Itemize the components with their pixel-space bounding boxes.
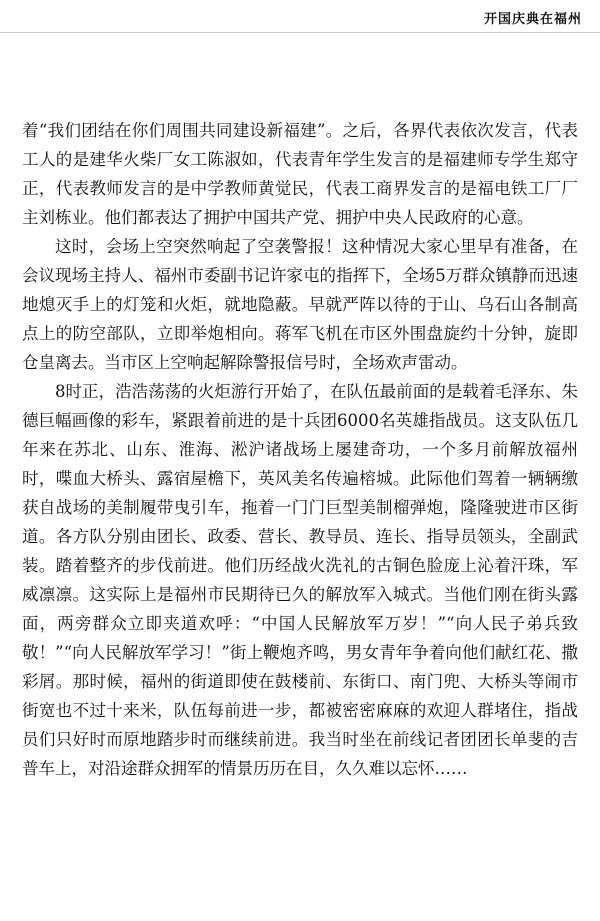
header-rule: [0, 32, 600, 33]
body-text: [22, 116, 578, 783]
paragraph-continued: 着“我们团结在你们周围共同建设新福建”。之后，各界代表依次发言，代表工人的是建华火柴厂女工陈淑如，代表青年学生发言的是福建师专学生郑守正，代表教师发言的是中学教师黄觉民，代表工商界发言的是福电铁工厂厂主刘栋业。他们都表达了拥护中国共产党、拥护中央人民政府的心意。: [22, 121, 578, 227]
paragraph-air-raid: 这时，会场上空突然响起了空袭警报！这种情况大家心里早有准备，在会议现场主持人、福州市委副书记许家屯的指挥下，全场5万群众镇静而迅速地熄灭手上的灯笼和火炬，就地隐蔽。早就严阵以待的于山、乌石山各制高点上的防空部队，立即举炮相向。蒋军飞机在市区外围盘旋约十分钟，旋即仓皇离去。当市区上空响起解除警报信号时，全场欢声雷动。: [22, 237, 578, 372]
running-header: 开国庆典在福州: [483, 12, 582, 27]
paragraph-torch-parade: 8时正，浩浩荡荡的火炬游行开始了，在队伍最前面的是载着毛泽东、朱德巨幅画像的彩车，紧跟着前进的是十兵团6000名英雄指战员。这支队伍几年来在苏北、山东、淮海、淞沪诸战场上屡建奇功，一个多月前解放福州时，喋血大桥头、露宿屋檐下，英风美名传遍榕城。此际他们驾着一辆辆缴获自战场的美制履带曳引车，拖着一门门巨型美制榴弹炮，隆隆驶进市区街道。各方队分别由团长、政委、营长、教导员、连长、指导员领头，全副武装。踏着整齐的步伐前进。他们历经战火洗礼的古铜色脸庞上沁着汗珠，军威凛凛。这实际上是福州市民期待已久的解放军入城式。当他们刚在街头露面，两旁群众立即夹道欢呼：“中国人民解放军万岁！”“向人民子弟兵致敬！”“向人民解放军学习！”街上鞭炮齐鸣，男女青年争着向他们献红花、撒彩屑。那时候，福州的街道即使在鼓楼前、东街口、南门兜、大桥头等闹市街宽也不过十来米，队伍每前进一步，都被密密麻麻的欢迎人群堵住，指战员们只好时而原地踏步时而继续前进。我当时坐在前线记者团团长单斐的吉普车上，对沿途群众拥军的情景历历在目，久久难以忘怀……: [22, 382, 578, 778]
